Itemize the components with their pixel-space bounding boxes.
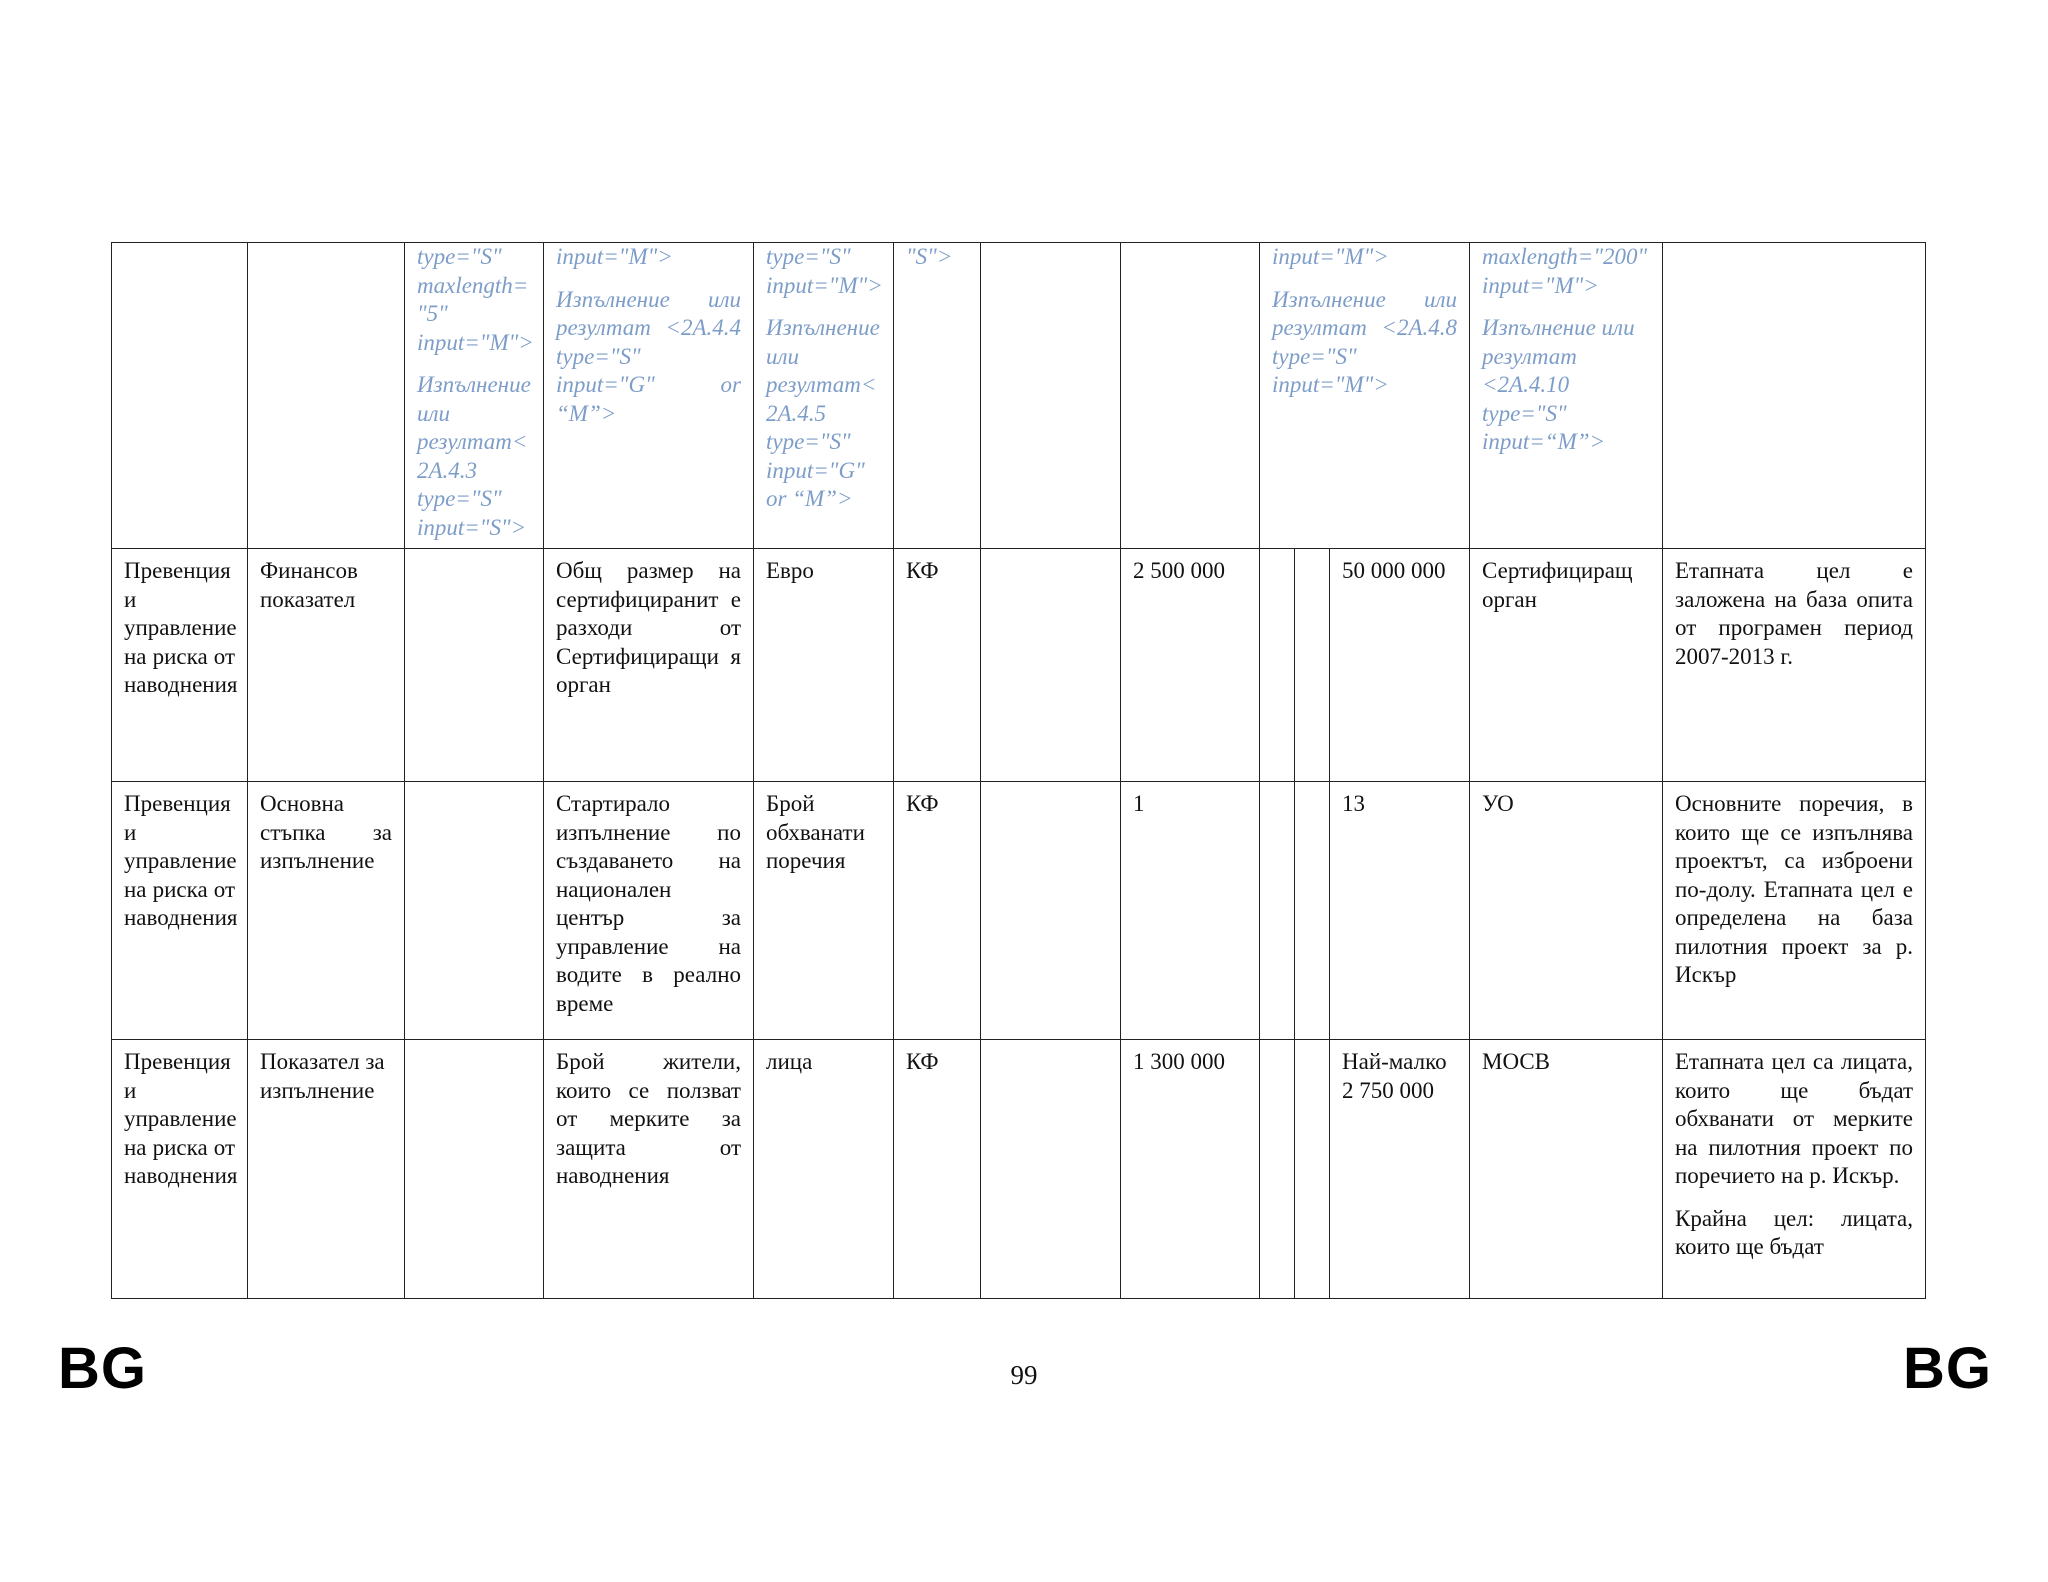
header-cell — [248, 243, 405, 549]
type-cell: Основна стъпка за изпълнение — [248, 782, 405, 1040]
name-cell: Стартирало изпълнение по създаването на национален център за управление на водите в реално време — [544, 782, 754, 1040]
type-cell: Показател за изпълнение — [248, 1040, 405, 1299]
id-cell — [405, 782, 544, 1040]
table-row — [112, 243, 1926, 549]
header-cell: type="S" input="M"> Изпълнение или резултат< 2A.4.5 type="S" input="G" or “M”> — [754, 243, 894, 549]
id-cell — [405, 1040, 544, 1299]
source-cell: Сертифициращ орган — [1470, 549, 1663, 782]
page-number: 99 — [1010, 1360, 1038, 1390]
comments-cell: Етапната цел са лицата, които ще бъдат обхванати от мерките на пилотния проект по поречието на р. Искър. Крайна цел: лицата, които ще бъдат — [1663, 1040, 1926, 1299]
name-cell: Общ размер на сертифициранит е разходи от Сертифициращи я орган — [544, 549, 754, 782]
category-cell — [981, 549, 1121, 782]
header-cell — [981, 243, 1121, 549]
header-cell — [112, 243, 248, 549]
unit-cell: лица — [754, 1040, 894, 1299]
priority-cell: Превенция и управление на риска от наводнения — [112, 549, 248, 782]
header-cell: maxlength="200" input="M"> Изпълнение или резултат <2A.4.10 type="S" input=“M”> — [1470, 243, 1663, 549]
header-cell: input="M"> Изпълнение или резултат <2A.4.4 type="S" input="G" or “M”> — [544, 243, 754, 549]
unit-cell: Брой обхванати поречия — [754, 782, 894, 1040]
milestone-cell: 1 — [1121, 782, 1260, 1040]
header-cell: "S"> — [894, 243, 981, 549]
unit-cell: Евро — [754, 549, 894, 782]
target-cell: Най-малко 2 750 000 — [1260, 1040, 1470, 1299]
fund-cell: КФ — [894, 549, 981, 782]
priority-cell: Превенция и управление на риска от наводнения — [112, 782, 248, 1040]
header-cell: type="S" maxlength= "5" input="M"> Изпълнение или резултат< 2А.4.3 type="S" input="S"> — [405, 243, 544, 549]
id-cell — [405, 549, 544, 782]
country-code-right: BG — [1903, 1336, 1992, 1401]
indicator-table — [111, 242, 1926, 1299]
comments-cell: Етапната цел е заложена на база опита от програмен период 2007-2013 г. — [1663, 549, 1926, 782]
source-cell: УО — [1470, 782, 1663, 1040]
type-cell: Финансов показател — [248, 549, 405, 782]
header-cell — [1663, 243, 1926, 549]
target-cell: 13 — [1260, 782, 1470, 1040]
header-cell: input="M"> Изпълнение или резултат <2A.4.8 type="S" input="M"> — [1260, 243, 1470, 549]
source-cell: МОСВ — [1470, 1040, 1663, 1299]
priority-cell: Превенция и управление на риска от наводнения — [112, 1040, 248, 1299]
fund-cell: КФ — [894, 1040, 981, 1299]
country-code-left: BG — [58, 1336, 147, 1401]
category-cell — [981, 782, 1121, 1040]
table-row — [112, 1040, 1926, 1299]
target-cell: 50 000 000 — [1260, 549, 1470, 782]
category-cell — [981, 1040, 1121, 1299]
table-row — [112, 549, 1926, 782]
milestone-cell: 2 500 000 — [1121, 549, 1260, 782]
header-cell — [1121, 243, 1260, 549]
comments-cell: Основните поречия, в които ще се изпълнява проектът, са изброени по-долу. Етапната цел е определена на база пилотния проект за р. Искър — [1663, 782, 1926, 1040]
fund-cell: КФ — [894, 782, 981, 1040]
name-cell: Брой жители, които се ползват от мерките за защита от наводнения — [544, 1040, 754, 1299]
milestone-cell: 1 300 000 — [1121, 1040, 1260, 1299]
table-row — [112, 782, 1926, 1040]
